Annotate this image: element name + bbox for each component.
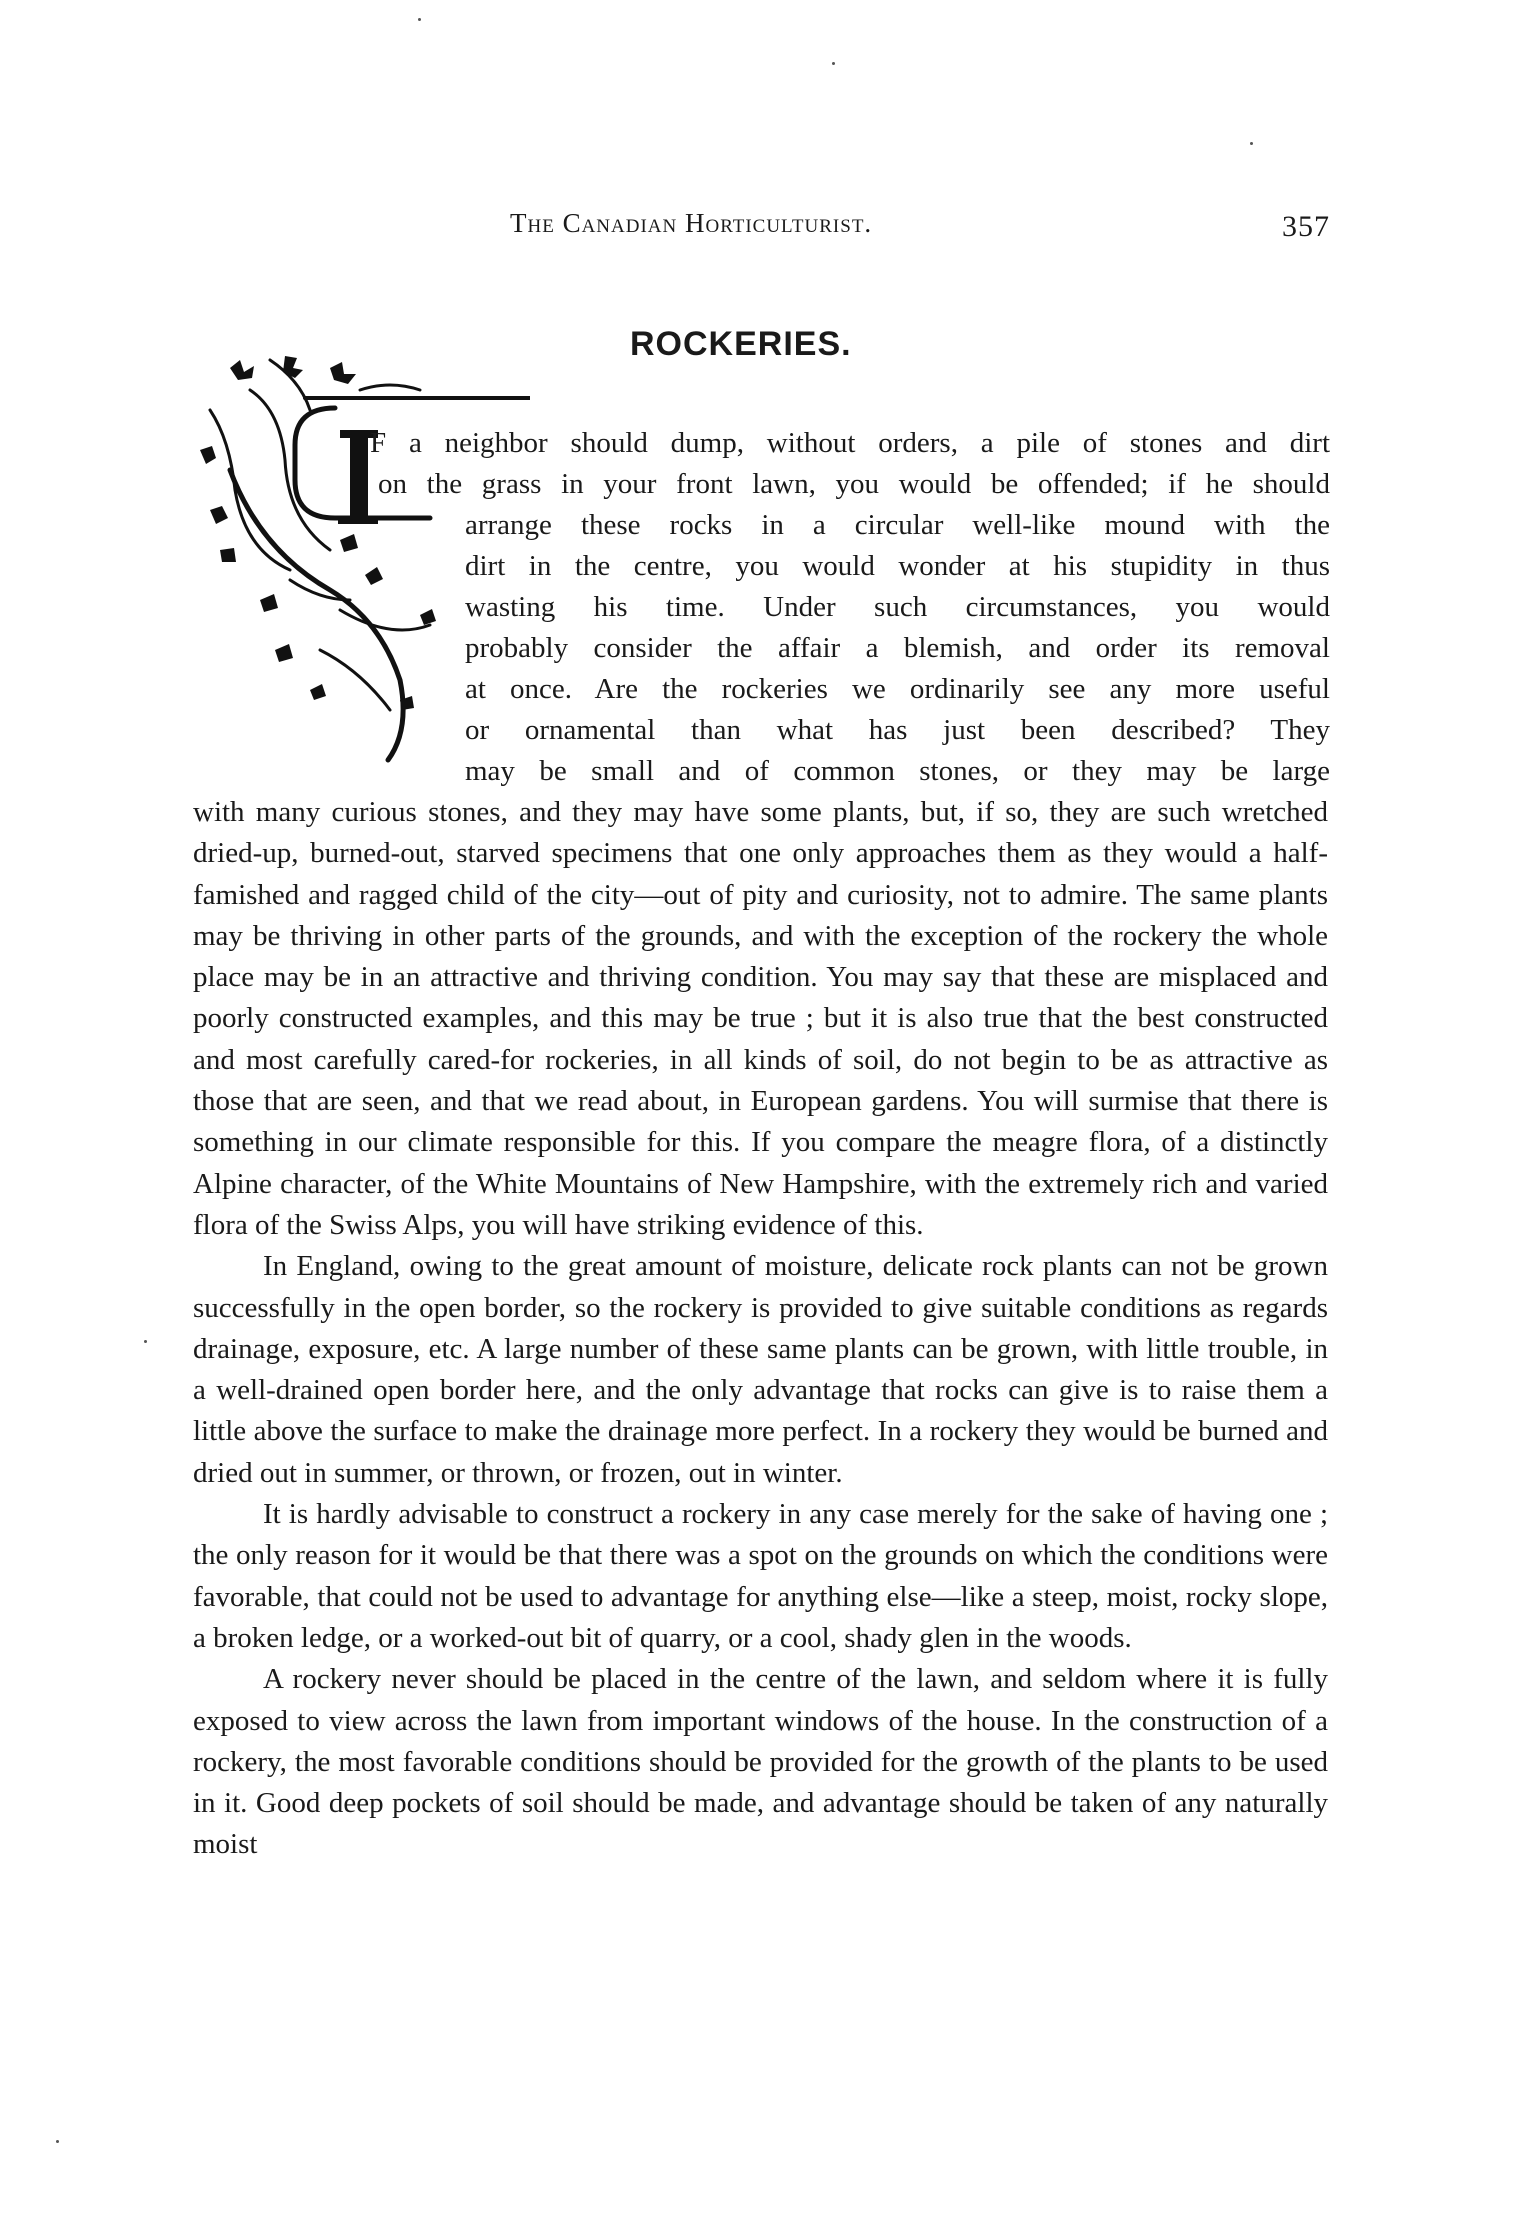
opening-line: on the grass in your front lawn, you would be offended; if he should — [378, 468, 1330, 500]
page-speck — [1250, 142, 1253, 145]
paragraph-1-continued: with many curious stones, and they may have some plants, but, if so, they are such wretched dried-up, burned-out, starved specimens that one only approaches them as they would a half-famished and ragged child of the city—out of pity and curiosity, not to admire. The same plants may be thriving in other parts of the grounds, and with the exception of the rockery the whole place may be in an attractive and thriving condition. You may say that these are misplaced and poorly constructed examples, and this may be true ; but it is also true that the best constructed and most carefully cared-for rockeries, in all kinds of soil, do not begin to be as attractive as those that are seen, and that we read about, in European gardens. You will surmise that there is something in our climate responsible for this. If you compare the meagre flora, of a distinctly Alpine character, of the White Mountains of New Hampshire, with the extremely rich and varied flora of the Swiss Alps, you will have striking evidence of this. — [193, 796, 1328, 1241]
page-number: 357 — [1282, 210, 1330, 243]
opening-line: F a neighbor should dump, without orders, a pile of stones and dirt — [370, 427, 1330, 459]
opening-line: at once. Are the rockeries we ordinarily see any more useful — [465, 673, 1330, 705]
opening-line: dirt in the centre, you would wonder at his stupidity in thus — [465, 550, 1330, 582]
paragraph-3: It is hardly advisable to construct a rockery in any case merely for the sake of having one ; the only reason for it would be that there was a spot on the grounds on which the conditions were favorable, that could not be used to advantage for anything else—like a steep, moist, rocky slope, a broken ledge, or a worked-out bit of quarry, or a cool, shady glen in the woods. — [193, 1498, 1328, 1654]
running-title: The Canadian Horticulturist. — [510, 208, 873, 238]
article-body — [193, 792, 1328, 1866]
opening-line: probably consider the affair a blemish, and order its removal — [465, 632, 1330, 664]
running-header — [510, 208, 1330, 258]
article-title: ROCKERIES. — [630, 325, 852, 363]
page-speck — [144, 1340, 147, 1343]
page-speck — [832, 62, 835, 65]
opening-line: may be small and of common stones, or they may be large — [465, 755, 1330, 787]
paragraph-4: A rockery never should be placed in the centre of the lawn, and seldom where it is fully exposed to view across the lawn from important windows of the house. In the construction of a rockery, the most favorable conditions should be provided for the growth of the plants to be used in it. Good deep pockets of soil should be made, and advantage should be taken of any naturally moist — [193, 1663, 1328, 1861]
paragraph-2: In England, owing to the great amount of moisture, delicate rock plants can not be grown successfully in the open border, so the rockery is provided to give suitable conditions as regards drainage, exposure, etc. A large number of these same plants can be grown, with little trouble, in a well-drained open border here, and the only advantage that rocks can give is to raise them a little above the surface to make the drainage more perfect. In a rockery they would be burned and dried out in summer, or thrown, or frozen, out in winter. — [193, 1250, 1328, 1489]
page-speck — [56, 2140, 59, 2143]
opening-line: wasting his time. Under such circumstances, you would — [465, 591, 1330, 623]
opening-line: arrange these rocks in a circular well-like mound with the — [465, 509, 1330, 541]
opening-line: or ornamental than what has just been described? They — [465, 714, 1330, 746]
page-speck — [418, 18, 421, 21]
